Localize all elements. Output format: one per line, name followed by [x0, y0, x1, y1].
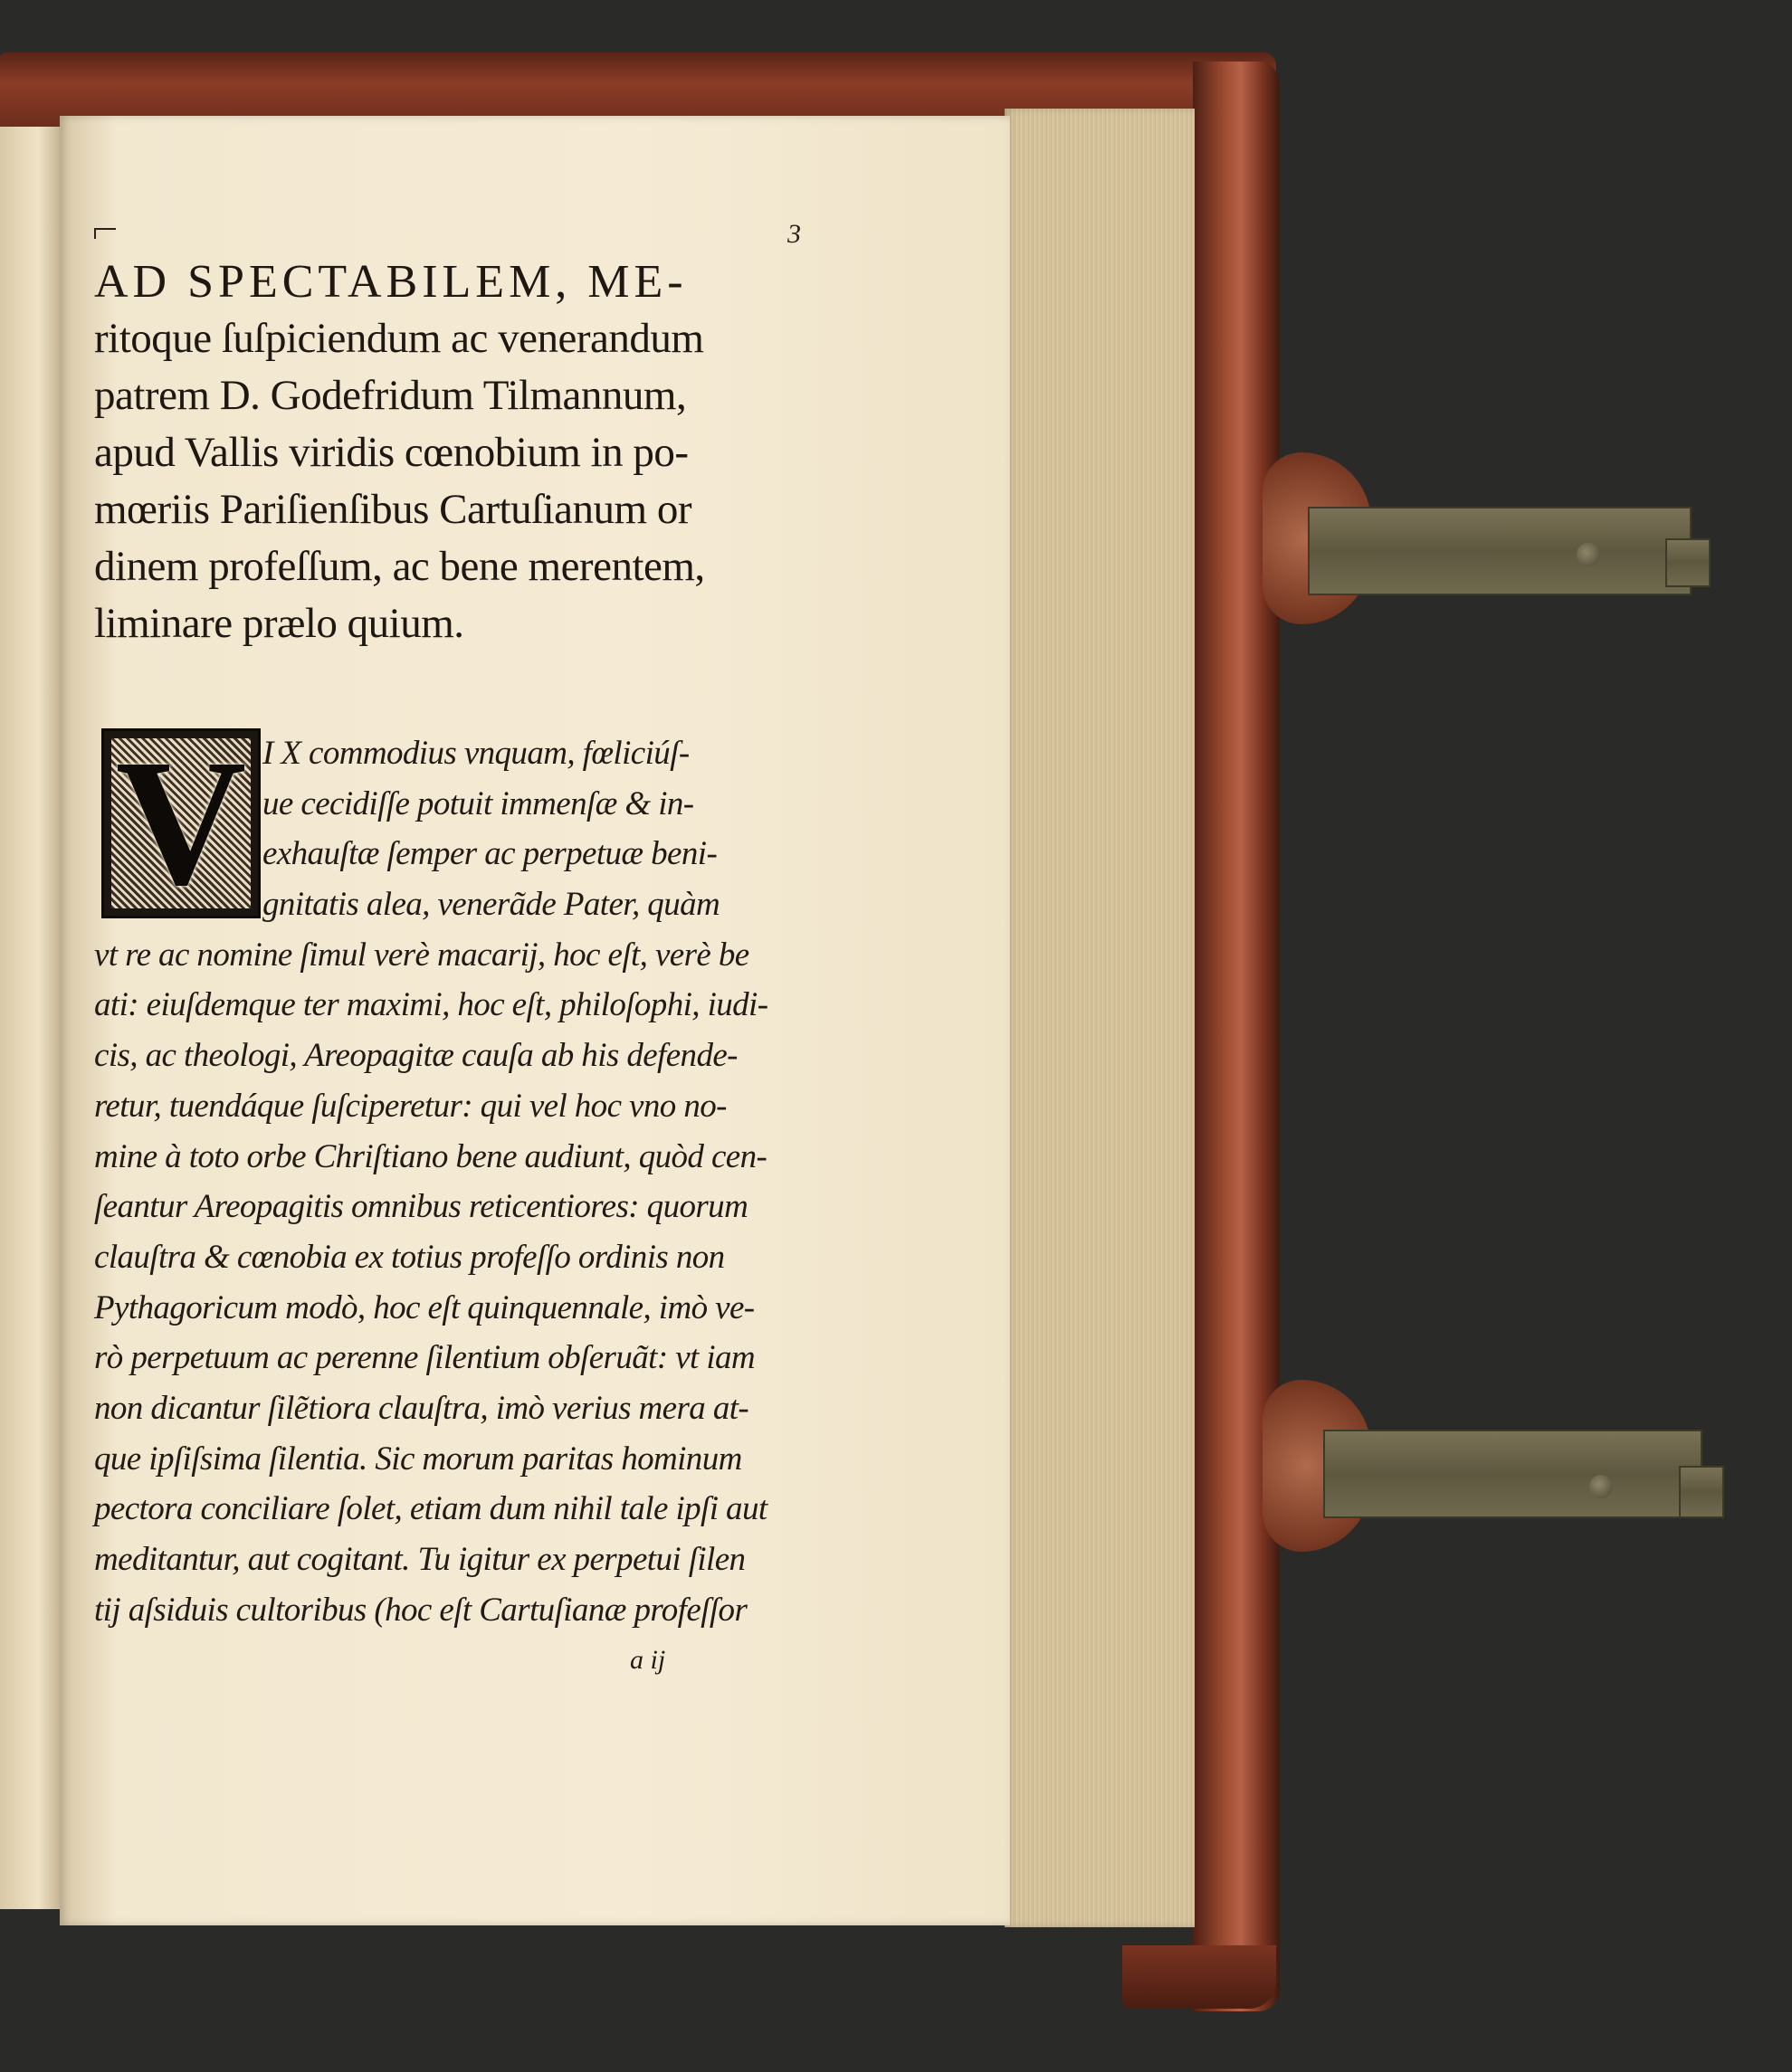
- text-line: vt re ac nomine ſimul verè macarij, hoc eſt, verè be: [94, 936, 749, 974]
- corner-mark: [94, 228, 116, 239]
- text-line: ati: eiuſdemque ter maximi, hoc eſt, philoſophi, iudi-: [94, 986, 768, 1024]
- clasp-hook-upper: [1665, 538, 1711, 587]
- facing-page-edge: [0, 127, 63, 1909]
- book-cover-edge: [1193, 62, 1280, 2011]
- page-block-edge: [1005, 109, 1195, 1927]
- clasp-strap-upper: [1308, 507, 1692, 595]
- clasp-strap-lower: [1323, 1430, 1702, 1518]
- text-line: retur, tuendáque ſuſciperetur: qui vel hoc vno no-: [94, 1087, 727, 1125]
- initial-letter: V: [115, 723, 247, 923]
- text-line: I X commodius vnquam, fœliciúſ-: [262, 735, 690, 772]
- text-line: mine à toto orbe Chriſtiano bene audiunt, quòd cen-: [94, 1137, 767, 1175]
- heading-line: mœriis Pariſienſibus Cartuſianum or: [94, 486, 692, 533]
- text-line: tij aſsiduis cultoribus (hoc eſt Cartuſianæ profeſſor: [94, 1591, 748, 1629]
- text-line: ſeantur Areopagitis omnibus reticentiores: quorum: [94, 1188, 748, 1226]
- text-line: non dicantur ſilẽtiora clauſtra, imò verius mera at-: [94, 1389, 749, 1427]
- text-line: clauſtra & cœnobia ex totius profeſſo ordinis non: [94, 1238, 725, 1276]
- dedication-heading: [94, 253, 818, 652]
- heading-line: dinem profeſſum, ac bene merentem,: [94, 543, 705, 590]
- clasp-hook-lower: [1679, 1466, 1724, 1518]
- text-line: cis, ac theologi, Areopagitæ cauſa ab his defende-: [94, 1037, 738, 1075]
- heading-line: ritoque ſuſpiciendum ac venerandum: [94, 315, 704, 362]
- heading-line: liminare prælo quium.: [94, 600, 464, 647]
- text-line: que ipſiſsima ſilentia. Sic morum paritas hominum: [94, 1440, 742, 1478]
- heading-line: AD SPECTABILEM, ME-: [94, 256, 688, 308]
- clasp-rivet-upper: [1577, 543, 1600, 566]
- text-line: meditantur, aut cogitant. Tu igitur ex perpetui ſilen: [94, 1541, 746, 1578]
- text-line: gnitatis alea, venerãde Pater, quàm: [262, 886, 720, 924]
- heading-line: patrem D. Godefridum Tilmannum,: [94, 372, 687, 419]
- text-line: Pythagoricum modò, hoc eſt quinquennale, imò ve-: [94, 1288, 755, 1326]
- clasp-rivet-lower: [1589, 1475, 1613, 1498]
- text-line: rò perpetuum ac perenne ſilentium obſeruãt: vt iam: [94, 1339, 756, 1377]
- body-text: [94, 723, 800, 1635]
- text-line: exhauſtæ ſemper ac perpetuæ beni-: [262, 835, 718, 873]
- text-line: ue cecidiſſe potuit immenſæ & in-: [262, 784, 694, 822]
- signature-mark: a ij: [630, 1645, 666, 1675]
- text-line: pectora conciliare ſolet, etiam dum nihil tale ipſi aut: [94, 1490, 767, 1528]
- cover-bottom-corner: [1122, 1945, 1276, 2009]
- page-number: 3: [787, 219, 801, 249]
- heading-line: apud Vallis viridis cœnobium in po-: [94, 429, 689, 476]
